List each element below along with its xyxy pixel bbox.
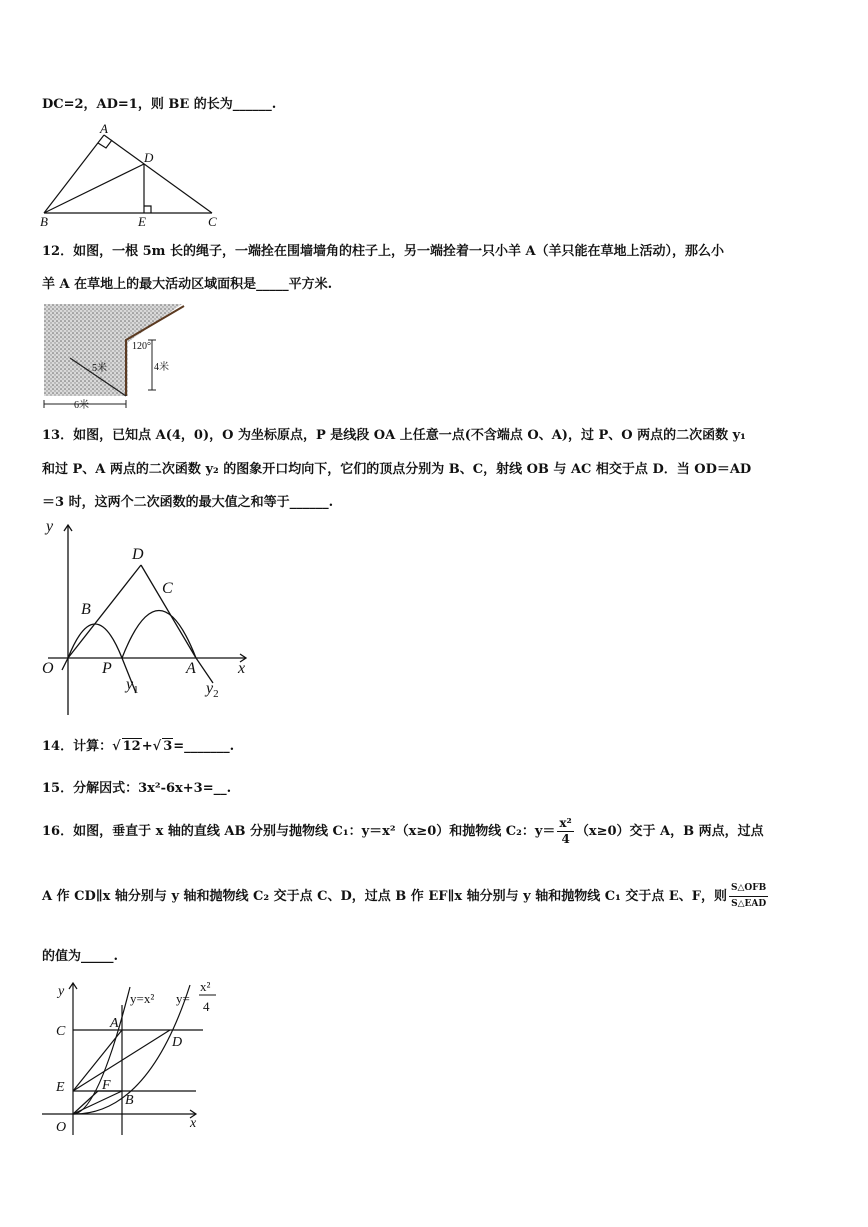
fig16-label-b: B	[125, 1093, 134, 1108]
q16-line3: 的值为_____.	[42, 949, 119, 964]
fig16-label-c: C	[56, 1024, 66, 1039]
figure-q13-parabolas	[38, 515, 258, 720]
fig13-label-o: O	[42, 660, 54, 677]
q12-line2: 羊 A 在草地上的最大活动区域面积是_____平方米.	[42, 277, 333, 292]
q15-text: 15．分解因式：3x²-6x+3=__.	[42, 781, 232, 796]
q16-line2: A 作 CD∥x 轴分别与 y 轴和抛物线 C₂ 交于点 C、D，过点 B 作 EF∥x 轴分别与 y 轴和抛物线 C₁ 交于点 E、F，则 $\frac{\text{S△OFB}}{\text{S△EAD}}$	[42, 881, 770, 912]
fig11-label-b: B	[40, 214, 48, 228]
fig11-label-a: A	[100, 121, 108, 136]
q13-line3: ＝3 时，这两个二次函数的最大值之和等于______.	[42, 495, 334, 510]
fig12-wall-width: 6米	[74, 400, 89, 411]
q13-line2: 和过 P、A 两点的二次函数 y₂ 的图象开口均向下，它们的顶点分别为 B、C，射线 OB 与 AC 相交于点 D．当 OD＝AD	[42, 462, 752, 477]
figure-q16-parabolas	[38, 975, 228, 1143]
fig13-label-a: A	[186, 660, 196, 677]
fig16-label-d: D	[172, 1035, 183, 1050]
fig13-label-d: D	[132, 546, 144, 563]
fig13-label-b: B	[81, 601, 91, 618]
fig16-curve-c2-label: y=	[176, 991, 190, 1006]
q11-text: DC=2，AD=1，则 BE 的长为______.	[42, 97, 277, 112]
fig16-curve-c2-num: x²	[200, 979, 211, 994]
figure-q11-triangle	[38, 120, 228, 228]
q16-area-ratio: $\frac{\text{S△OFB}}{\text{S△EAD}}$	[730, 883, 767, 909]
fig13-label-y1: $y_1$	[126, 676, 139, 696]
fig16-label-f: F	[102, 1078, 111, 1093]
fig13-label-c: C	[162, 580, 173, 597]
fig12-angle-label: 120°	[132, 341, 151, 352]
q16-line1: 16．如图，垂直于 x 轴的直线 AB 分别与抛物线 C₁：y＝x²（x≥0）和抛物线 C₂：y＝ $\frac{\text{x²}}{4}$ （x≥0）交于 A，B 两点，过点	[42, 816, 764, 846]
fig16-label-a: A	[110, 1016, 119, 1031]
fig13-label-p: P	[102, 660, 112, 677]
fig13-label-y2: $y_2$	[206, 680, 219, 700]
q12-line1: 12．如图，一根 5m 长的绳子，一端拴在围墙墙角的柱子上，另一端拴着一只小羊 A（羊只能在草地上活动），那么小	[42, 244, 725, 259]
fig12-rope-length: 5米	[92, 363, 107, 374]
fig11-label-d: D	[144, 150, 154, 165]
fig13-x-axis-label: x	[238, 660, 246, 677]
fig16-curve-c1-label: y=x²	[130, 991, 155, 1006]
q14-radicand-1: 12	[122, 739, 141, 754]
q14-radicand-2: 3	[163, 739, 173, 754]
q14-text: 14．计算：√ 12+√ 3=_______.	[42, 739, 235, 754]
fig13-y-axis-label: y	[46, 518, 54, 535]
fig11-label-c: C	[208, 214, 217, 228]
fig12-wall-height: 4米	[154, 362, 169, 373]
q16-fraction: $\frac{\text{x²}}{4}$	[559, 816, 572, 846]
fig11-label-e: E	[138, 214, 146, 228]
fig16-curve-c2-den: 4	[203, 999, 210, 1014]
q13-line1: 13．如图，已知点 A(4，0)，O 为坐标原点，P 是线段 OA 上任意一点(不含端点 O、A)，过 P、O 两点的二次函数 y₁	[42, 428, 746, 443]
fig16-label-e: E	[56, 1080, 65, 1095]
figure-q12-wall	[40, 300, 190, 412]
fig16-label-o: O	[56, 1120, 67, 1135]
fig16-y-axis-label: y	[58, 984, 65, 999]
fig16-x-axis-label: x	[190, 1116, 197, 1131]
